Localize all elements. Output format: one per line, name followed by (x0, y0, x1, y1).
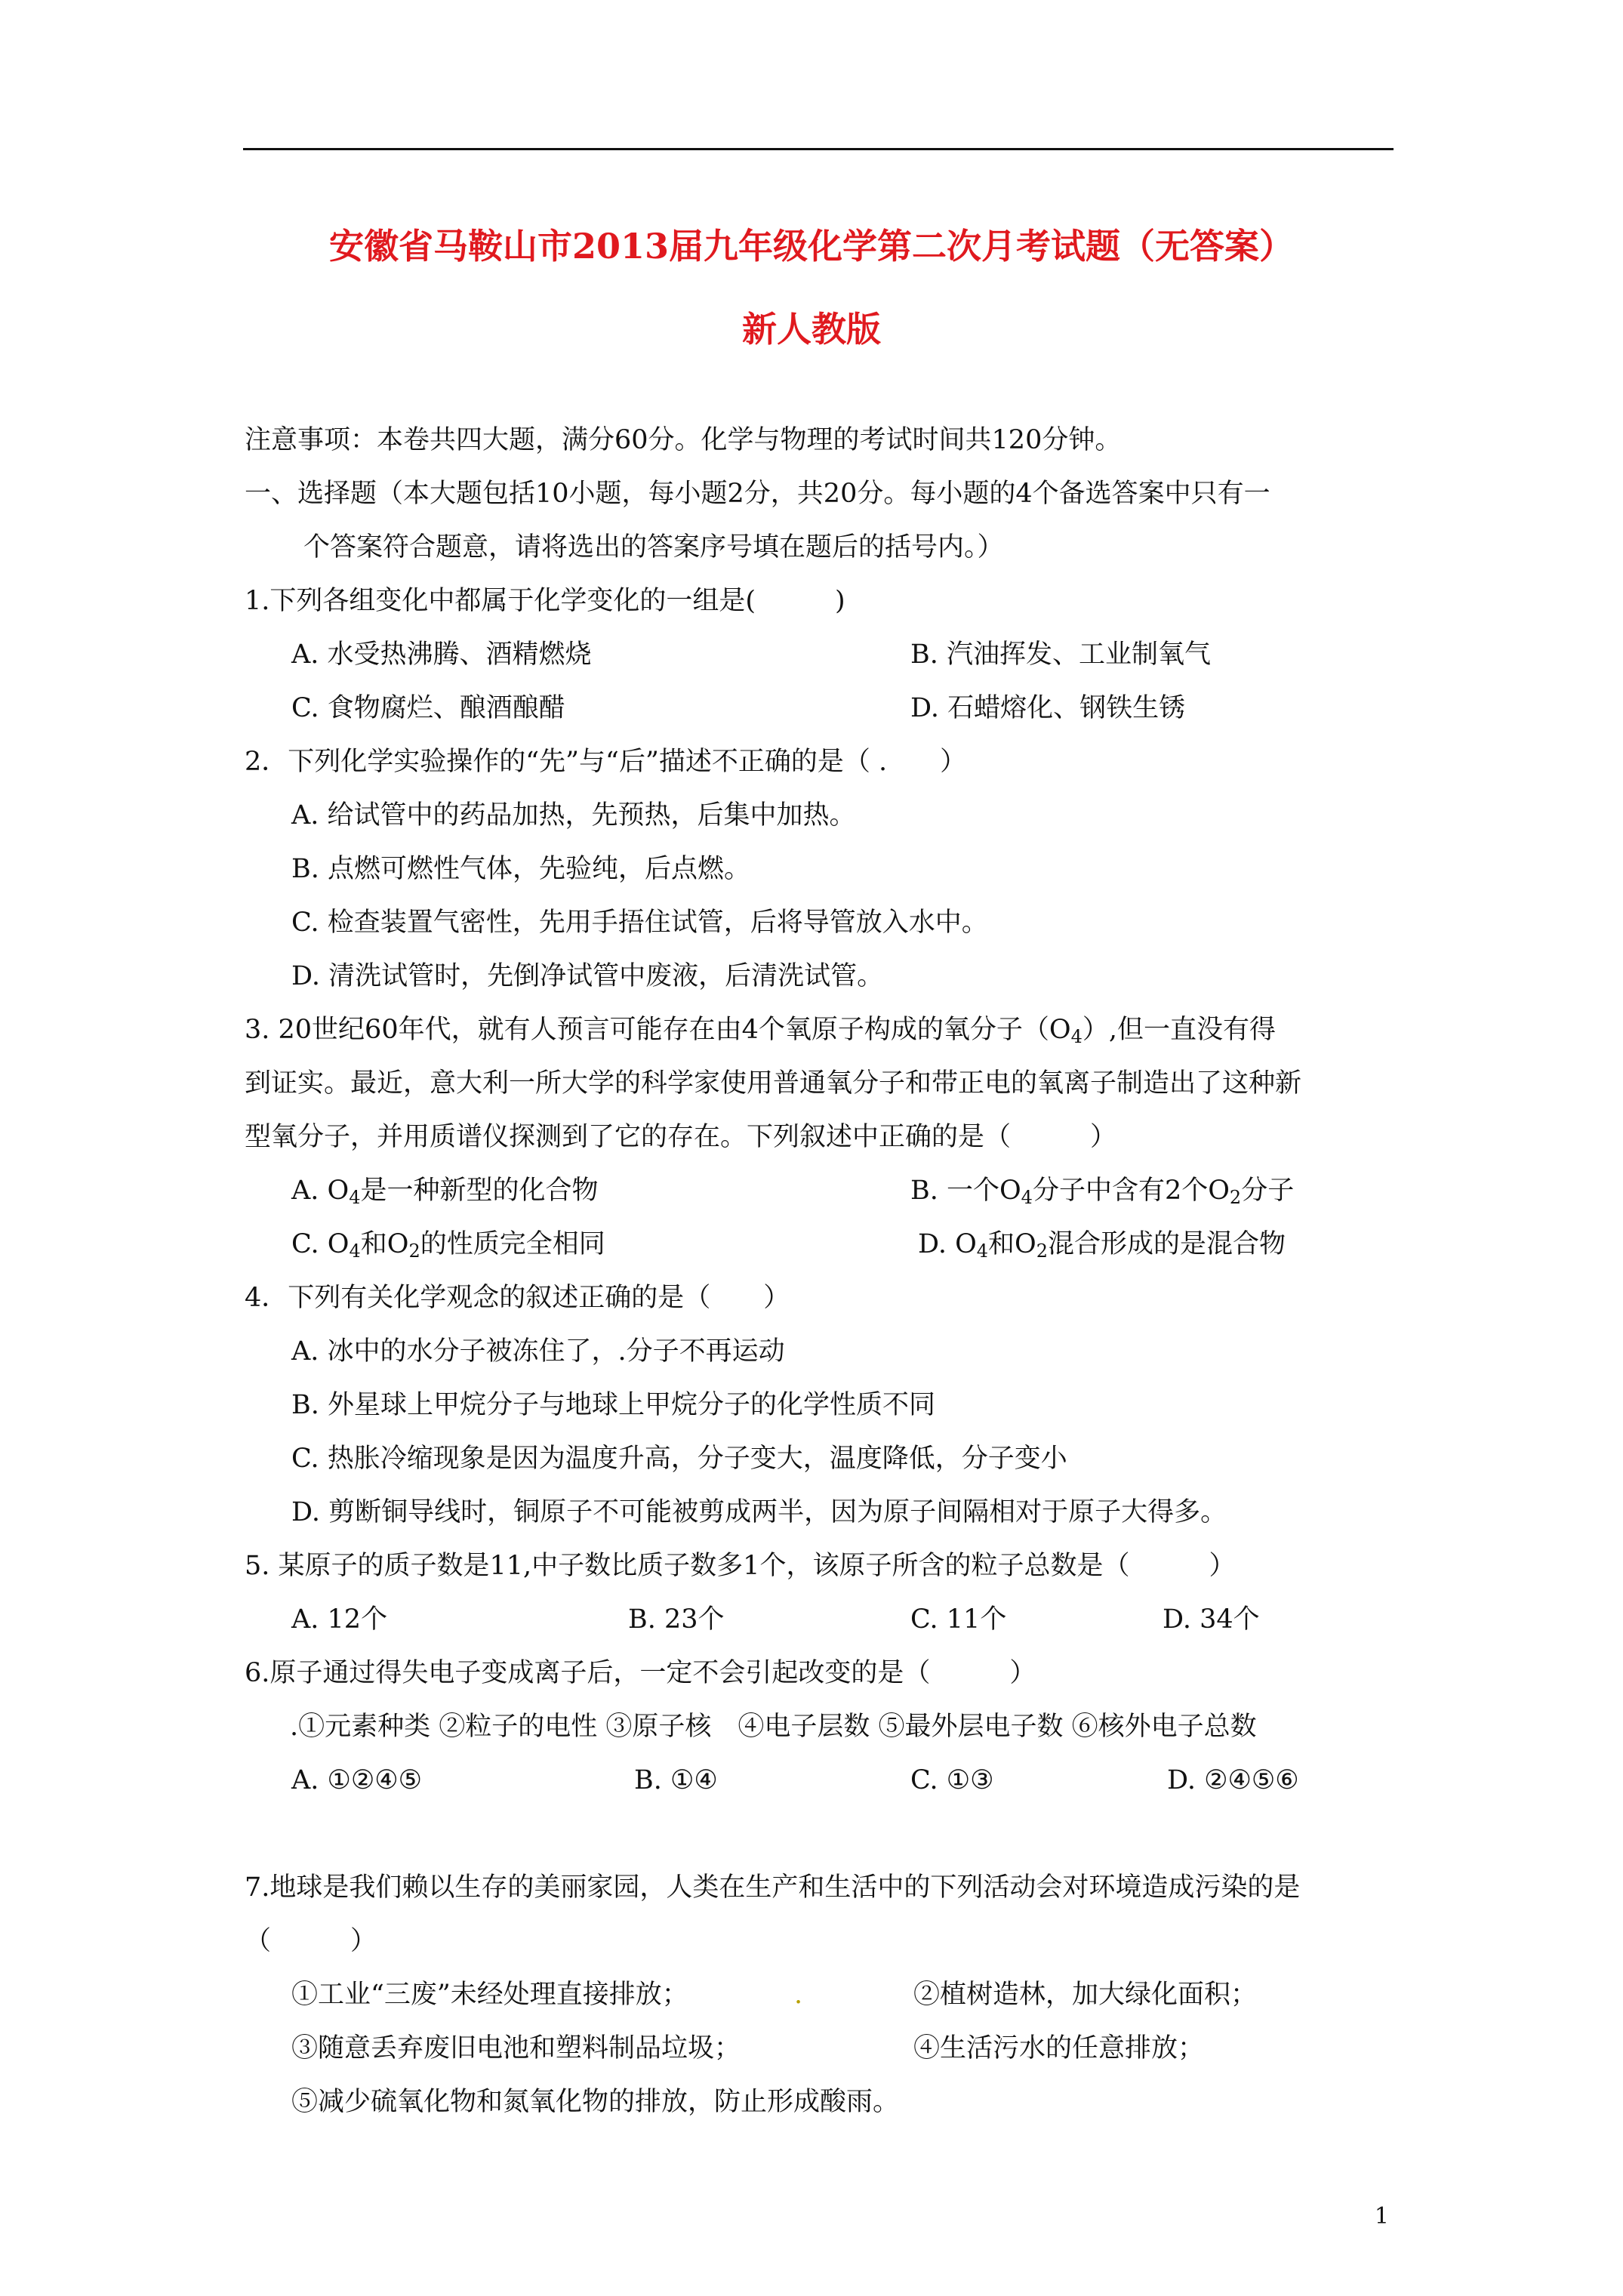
question-7-stem: 7.地球是我们赖以生存的美丽家园，人类在生产和生活中的下列活动会对环境造成污染的是 (245, 1872, 1301, 1903)
question-2-stem: 2．下列化学实验操作的“先”与“后”描述不正确的是（ . ） (245, 747, 967, 777)
question-7-item-3: ③随意丢弃废旧电池和塑料制品垃圾； (291, 2033, 741, 2063)
section-heading-line2: 个答案符合题意，请将选出的答案序号填在题后的括号内。） (303, 532, 1004, 562)
question-1-option-b: B. 汽油挥发、工业制氧气 (910, 639, 1211, 670)
question-6-items: .①元素种类 ②粒子的电性 ③原子核 ④电子层数 ⑤最外层电子数 ⑥核外电子总数 (290, 1712, 1257, 1742)
question-3-line1: 3. 20世纪60年代，就有人预言可能存在由4个氧原子构成的氧分子$(O_4)$,但一直没有得 (245, 1015, 1276, 1047)
stray-dot-mark: . (794, 1980, 803, 2010)
question-5-stem: 5. 某原子的质子数是11,中子数比质子数多1个，该原子所含的粒子总数是（ ） (245, 1551, 1236, 1581)
question-4-option-b: B. 外星球上甲烷分子与地球上甲烷分子的化学性质不同 (291, 1390, 935, 1420)
section-heading-line1: 一、选择题（本大题包括10小题，每小题2分，共20分。每小题的4个备选答案中只有一 (245, 479, 1270, 509)
question-5-option-d: D. 34个 (1163, 1604, 1260, 1635)
question-6-option-a: A. ①②④⑤ (291, 1765, 423, 1795)
question-6-option-d: D. ②④⑤⑥ (1167, 1765, 1299, 1795)
question-4-option-d: D. 剪断铜导线时，铜原子不可能被剪成两半，因为原子间隔相对于原子大得多。 (291, 1497, 1227, 1527)
question-3-option-b: B. 一个$O_4$分子中含有2个$O_2$分子 (910, 1176, 1295, 1208)
question-3-option-c: C. $O_4$和$O_2$的性质完全相同 (291, 1229, 605, 1262)
exam-notes: 注意事项：本卷共四大题，满分60分。化学与物理的考试时间共120分钟。 (245, 425, 1122, 455)
question-2-option-c: C. 检查装置气密性，先用手捂住试管，后将导管放入水中。 (291, 908, 988, 938)
question-6-option-b: B. ①④ (634, 1765, 718, 1795)
header-rule (243, 148, 1394, 150)
question-3-option-a: A. $O_4$是一种新型的化合物 (291, 1176, 599, 1208)
question-1-stem: 1.下列各组变化中都属于化学变化的一组是( ) (245, 586, 845, 616)
question-4-option-a: A. 冰中的水分子被冻住了，.分子不再运动 (291, 1336, 785, 1367)
question-7-item-1: ①工业“三废”未经处理直接排放； (291, 1980, 688, 2010)
question-2-option-b: B. 点燃可燃性气体，先验纯，后点燃。 (291, 854, 750, 884)
question-7-item-5: ⑤减少硫氧化物和氮氧化物的排放，防止形成酸雨。 (291, 2087, 900, 2117)
page-number: 1 (1374, 2203, 1389, 2230)
document-subtitle: 新人教版 (742, 309, 881, 350)
question-7-item-2: ②植树造林，加大绿化面积； (913, 1980, 1258, 2010)
document-title: 安徽省马鞍山市2013届九年级化学第二次月考试题（无答案） (328, 226, 1295, 267)
question-2-option-d: D. 清洗试管时，先倒净试管中废液，后清洗试管。 (291, 961, 884, 991)
question-6-option-c: C. ①③ (910, 1765, 994, 1795)
question-1-option-c: C. 食物腐烂、酿酒酿醋 (291, 693, 565, 723)
question-7-answer-paren: （ ） (245, 1926, 377, 1956)
question-4-option-c: C. 热胀冷缩现象是因为温度升高，分子变大，温度降低，分子变小 (291, 1444, 1067, 1474)
question-3-line2: 到证实。最近，意大利一所大学的科学家使用普通氧分子和带正电的氧离子制造出了这种新 (245, 1068, 1302, 1099)
question-5-option-b: B. 23个 (628, 1604, 725, 1635)
question-4-stem: 4．下列有关化学观念的叙述正确的是（ ） (245, 1283, 790, 1313)
question-6-stem: 6.原子通过得失电子变成离子后，一定不会引起改变的是（ ） (245, 1658, 1036, 1688)
question-5-option-c: C. 11个 (910, 1604, 1007, 1635)
question-5-option-a: A. 12个 (291, 1604, 388, 1635)
question-1-option-d: D. 石蜡熔化、钢铁生锈 (910, 693, 1186, 723)
question-1-option-a: A. 水受热沸腾、酒精燃烧 (291, 639, 592, 670)
question-2-option-a: A. 给试管中的药品加热，先预热，后集中加热。 (291, 800, 856, 831)
question-3-option-d: D. $O_4$和$O_2$混合形成的是混合物 (918, 1229, 1286, 1262)
question-7-item-4: ④生活污水的任意排放； (913, 2033, 1205, 2063)
question-3-line3: 型氧分子，并用质谱仪探测到了它的存在。下列叙述中正确的是（ ） (245, 1122, 1117, 1152)
